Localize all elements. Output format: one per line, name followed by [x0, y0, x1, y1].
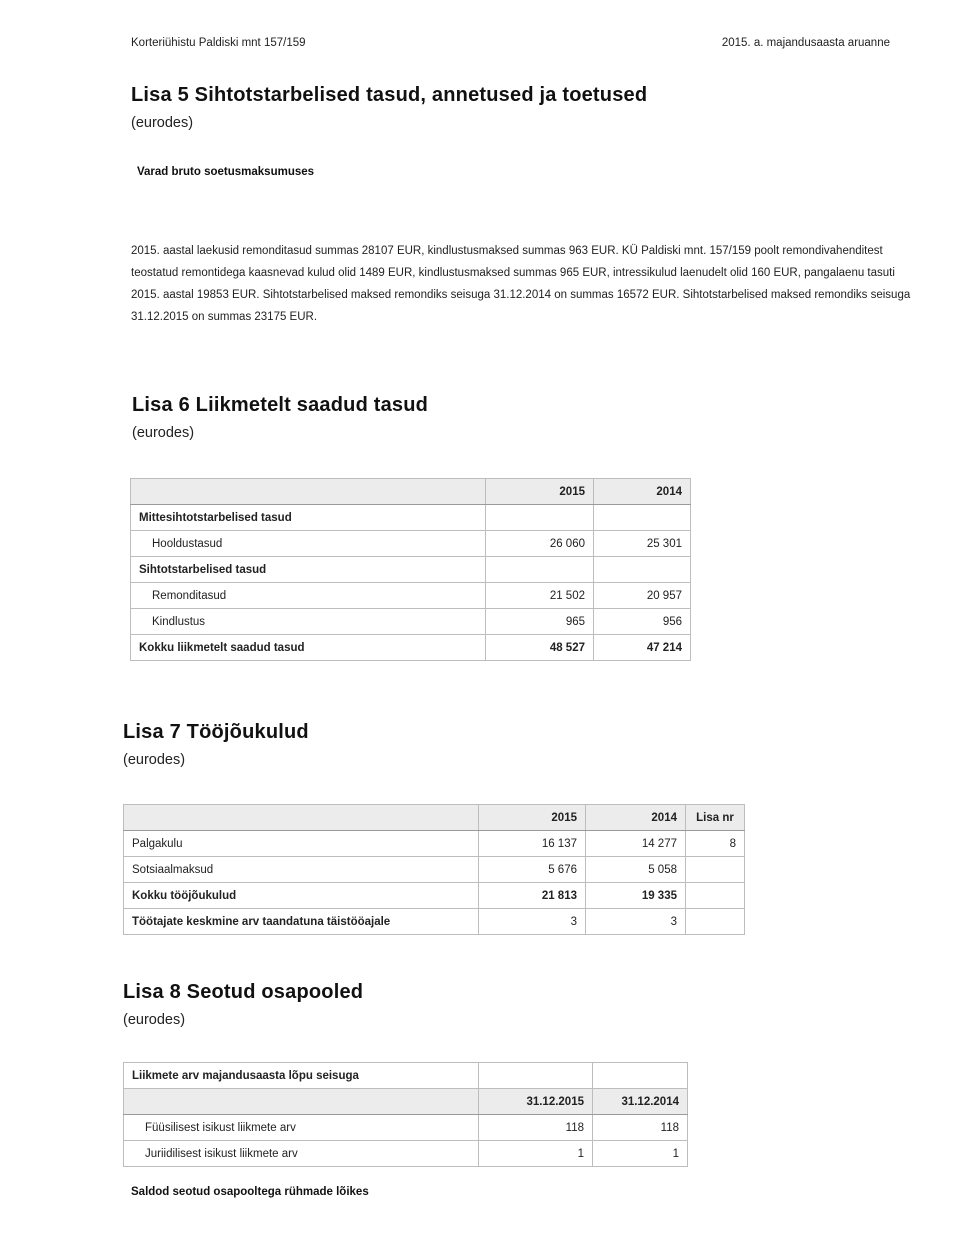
header-31-12-2014-cell: 31.12.2014: [593, 1089, 688, 1115]
table-row: [131, 505, 691, 531]
value-2015-cell: 21 813: [479, 883, 586, 909]
row-label-cell: Remonditasud: [131, 583, 486, 609]
lisa8-title: Lisa 8 Seotud osapooled: [123, 981, 364, 1003]
row-label-cell: Kokku tööjõukulud: [124, 883, 479, 909]
row-label-cell: Palgakulu: [124, 831, 479, 857]
value-2015-cell: 3: [479, 909, 586, 935]
empty-cell: [479, 1063, 593, 1089]
header-2015-cell: 2015: [486, 479, 594, 505]
value-2014-cell: [594, 557, 691, 583]
header-2014-cell: 2014: [594, 479, 691, 505]
lisa7-title: Lisa 7 Tööjõukulud: [123, 721, 309, 743]
header-report-name: 2015. a. majandusaasta aruanne: [721, 37, 890, 49]
header-empty-cell: [124, 805, 479, 831]
header-organization: Korteriühistu Paldiski mnt 157/159: [131, 37, 306, 49]
table-caption-row: [124, 1063, 688, 1089]
row-label-cell: Mittesihtotstarbelised tasud: [131, 505, 486, 531]
row-label-cell: Hooldustasud: [131, 531, 486, 557]
lisa5-paragraph: 2015. aastal laekusid remonditasud summas 28107 EUR, kindlustusmaksed summas 963 EUR. KÜ Paldiski mnt. 157/159 poolt remondivahenditest teostatud remontidega kaasnevad kulud olid 1489 EUR, kindlustusmaksed summas 965 EUR, intressikulud laenudelt olid 160 EUR, pangalaenu tasuti 2015. aastal 19853 EUR. Sihtotstarbelised maksed remondiks seisuga 31.12.2014 on summas 16572 EUR. Sihtotstarbelised maksed remondiks seisuga 31.12.2015 on summas 23175 EUR.: [131, 245, 911, 323]
lisa8-subtitle: (eurodes): [123, 1012, 186, 1028]
row-label-cell: Kokku liikmetelt saadud tasud: [131, 635, 486, 661]
table-row: [124, 1115, 688, 1141]
value-lisa-nr-cell: [686, 883, 745, 909]
lisa8-table: [123, 1062, 688, 1167]
header-2014-cell: 2014: [586, 805, 686, 831]
caption-cell: Liikmete arv majandusaasta lõpu seisuga: [124, 1063, 479, 1089]
empty-cell: [593, 1063, 688, 1089]
header-31-12-2015-cell: 31.12.2015: [479, 1089, 593, 1115]
lisa5-title: Lisa 5 Sihtotstarbelised tasud, annetused ja toetused: [131, 84, 648, 106]
value-2014-cell: 5 058: [586, 857, 686, 883]
value-2014-cell: 47 214: [594, 635, 691, 661]
lisa6-title: Lisa 6 Liikmetelt saadud tasud: [132, 394, 429, 416]
saldod-heading: Saldod seotud osapooltega rühmade lõikes: [131, 1186, 369, 1198]
value-2014-cell: [594, 505, 691, 531]
lisa5-subtitle: (eurodes): [131, 115, 194, 131]
page-header: [131, 37, 890, 49]
value-2015-cell: 26 060: [486, 531, 594, 557]
value-2014-cell: 25 301: [594, 531, 691, 557]
row-label-cell: Juriidilisest isikust liikmete arv: [124, 1141, 479, 1167]
value-2014-cell: 1: [593, 1141, 688, 1167]
row-label-cell: Sihtotstarbelised tasud: [131, 557, 486, 583]
value-lisa-nr-cell: [686, 857, 745, 883]
lisa6-table: [130, 478, 691, 661]
row-label-cell: Kindlustus: [131, 609, 486, 635]
table-row: [124, 831, 745, 857]
table-row: [124, 1141, 688, 1167]
table-header-row: [124, 805, 745, 831]
value-2015-cell: 21 502: [486, 583, 594, 609]
value-2014-cell: 956: [594, 609, 691, 635]
table-row: [124, 857, 745, 883]
value-2015-cell: 5 676: [479, 857, 586, 883]
table-total-row: [131, 635, 691, 661]
header-lisa-nr-cell: Lisa nr: [686, 805, 745, 831]
lisa5-subheading: Varad bruto soetusmaksumuses: [137, 166, 315, 178]
value-2015-cell: 48 527: [486, 635, 594, 661]
value-lisa-nr-cell: 8: [686, 831, 745, 857]
table-row: [131, 583, 691, 609]
table-header-row: [131, 479, 691, 505]
value-2015-cell: 1: [479, 1141, 593, 1167]
table-row: [131, 557, 691, 583]
lisa7-table: [123, 804, 745, 935]
header-empty-cell: [131, 479, 486, 505]
lisa6-subtitle: (eurodes): [132, 425, 195, 441]
header-empty-cell: [124, 1089, 479, 1115]
value-2015-cell: [486, 505, 594, 531]
header-2015-cell: 2015: [479, 805, 586, 831]
value-2015-cell: [486, 557, 594, 583]
value-2014-cell: 118: [593, 1115, 688, 1141]
value-2014-cell: 20 957: [594, 583, 691, 609]
value-2015-cell: 965: [486, 609, 594, 635]
value-2014-cell: 14 277: [586, 831, 686, 857]
table-row: [124, 909, 745, 935]
row-label-cell: Sotsiaalmaksud: [124, 857, 479, 883]
row-label-cell: Töötajate keskmine arv taandatuna täistööajale: [124, 909, 479, 935]
value-2015-cell: 16 137: [479, 831, 586, 857]
value-lisa-nr-cell: [686, 909, 745, 935]
value-2014-cell: 19 335: [586, 883, 686, 909]
table-header-row: [124, 1089, 688, 1115]
lisa7-subtitle: (eurodes): [123, 752, 186, 768]
table-total-row: [124, 883, 745, 909]
table-row: [131, 609, 691, 635]
row-label-cell: Füüsilisest isikust liikmete arv: [124, 1115, 479, 1141]
table-row: [131, 531, 691, 557]
value-2015-cell: 118: [479, 1115, 593, 1141]
value-2014-cell: 3: [586, 909, 686, 935]
